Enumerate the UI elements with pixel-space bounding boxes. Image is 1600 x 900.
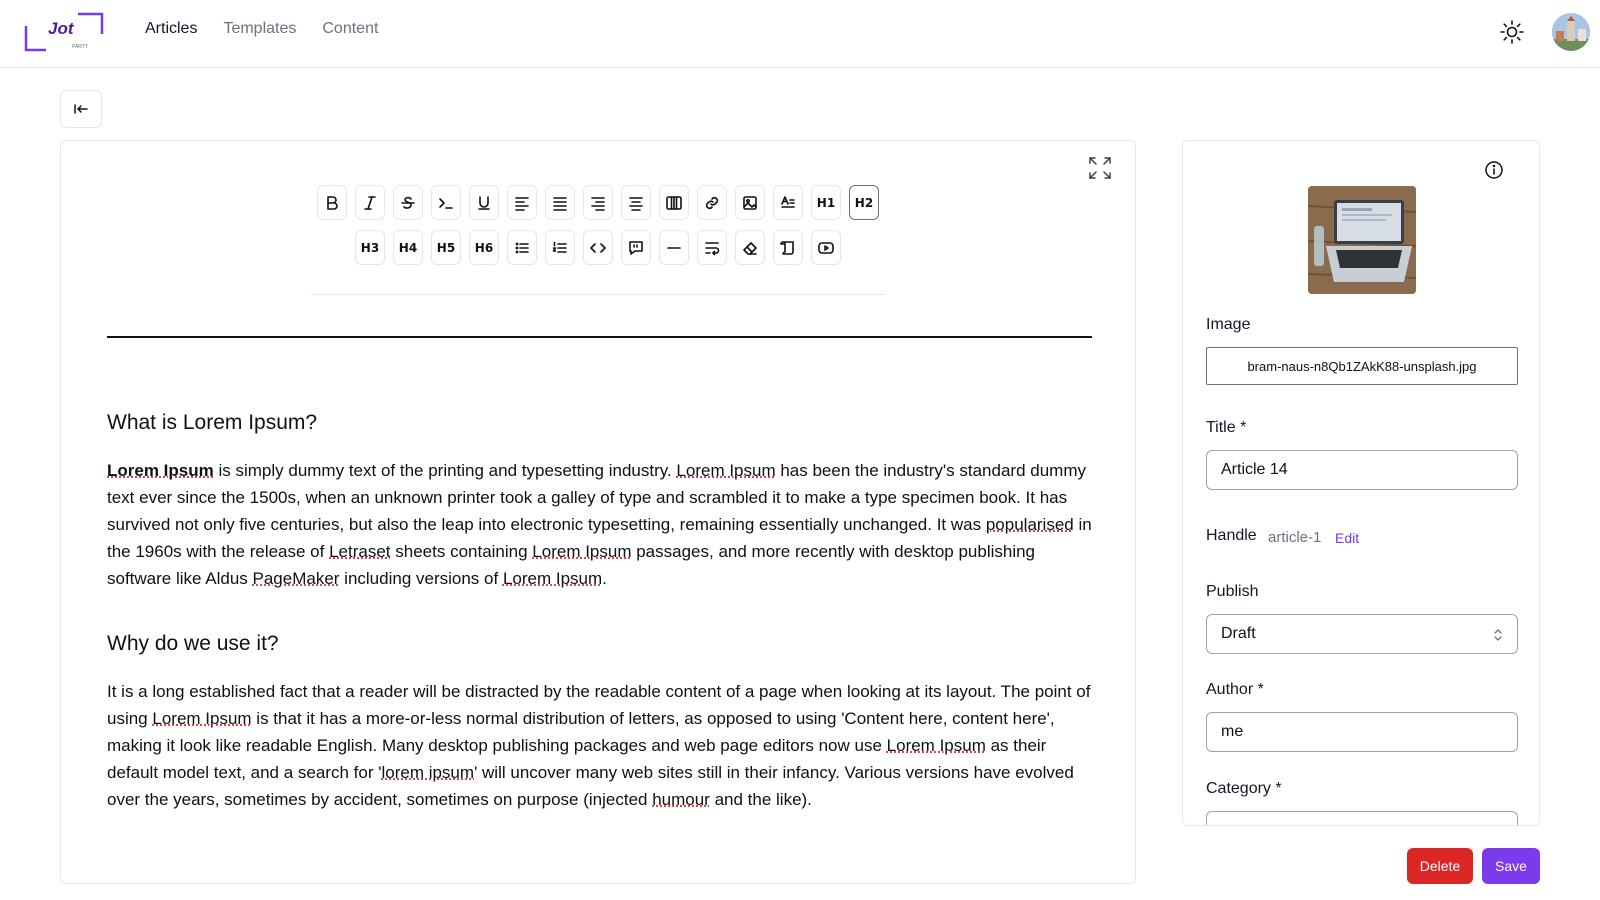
align-justify-icon[interactable] xyxy=(545,185,575,220)
paragraph-2: It is a long established fact that a reader will be distracted by the readable content of a page when looking at its layout. The point of using Lorem Ipsum is that it has a more-or-less normal distribution of letters, as opposed to using 'Content here, content here', making it look like readable English. Many desktop publishing packages and web page editors now use Lorem Ipsum as their default model text, and a search for 'lorem ipsum' will uncover many web sites still in their infancy. Various versions have evolved over the years, sometimes by accident, sometimes on purpose (injected humour and the like). xyxy=(107,682,1091,809)
italic-icon[interactable] xyxy=(355,185,385,220)
article-image-thumbnail[interactable] xyxy=(1308,186,1416,294)
heading-4-button[interactable] xyxy=(393,230,423,265)
main-nav xyxy=(145,20,378,38)
bullet-list-icon[interactable] xyxy=(507,230,537,265)
heading-1-button[interactable] xyxy=(811,185,841,220)
strikethrough-icon[interactable] xyxy=(393,185,423,220)
horizontal-rule xyxy=(107,336,1092,338)
heading-3-button[interactable] xyxy=(355,230,385,265)
handle-value: article-1 xyxy=(1268,529,1322,546)
editor-toolbar xyxy=(311,185,885,295)
heading-6-button[interactable] xyxy=(469,230,499,265)
select-chevron-icon xyxy=(1493,628,1503,642)
info-icon[interactable] xyxy=(1483,159,1505,181)
blockquote-icon[interactable] xyxy=(621,230,651,265)
script-icon[interactable] xyxy=(773,230,803,265)
image-icon[interactable] xyxy=(735,185,765,220)
code-terminal-icon[interactable] xyxy=(431,185,461,220)
paragraph-1: Lorem Ipsum is simply dummy text of the printing and typesetting industry. Lorem Ipsum has been the industry's standard dummy text ever since the 1500s, when an unknown printer took a galley of type and scrambled it to make a type specimen book. It has survived not only five centuries, but also the leap into electronic typesetting, remaining essentially unchanged. It was popularised in the 1960s with the release of Letraset sheets containing Lorem Ipsum passages, and more recently with desktop publishing software like Aldus PageMaker including versions of Lorem Ipsum. xyxy=(107,461,1092,588)
code-icon[interactable] xyxy=(583,230,613,265)
image-label: Image xyxy=(1206,316,1251,333)
nav-content[interactable]: Content xyxy=(322,20,379,37)
link-icon[interactable] xyxy=(697,185,727,220)
publish-select[interactable] xyxy=(1206,614,1518,654)
heading-2-button[interactable] xyxy=(849,185,879,220)
youtube-icon[interactable] xyxy=(811,230,841,265)
text-format-icon[interactable] xyxy=(773,185,803,220)
category-label: Category * xyxy=(1206,780,1282,797)
heading-2-label: H2 xyxy=(854,195,874,210)
top-bar xyxy=(0,0,1600,68)
avatar[interactable] xyxy=(1552,13,1590,51)
editor-content[interactable] xyxy=(107,411,1092,853)
title-input[interactable]: Article 14 xyxy=(1206,450,1518,490)
theme-toggle-sun-icon[interactable] xyxy=(1498,18,1526,46)
align-right-icon[interactable] xyxy=(583,185,613,220)
heading-1-label: H1 xyxy=(816,195,836,210)
nav-templates[interactable]: Templates xyxy=(223,20,297,37)
table-columns-icon[interactable] xyxy=(659,185,689,220)
logo[interactable] xyxy=(24,12,106,52)
save-button[interactable]: Save xyxy=(1482,848,1540,884)
fullscreen-expand-icon[interactable] xyxy=(1087,155,1113,181)
publish-select-value: Draft xyxy=(1221,625,1256,642)
article-settings-panel xyxy=(1182,140,1540,826)
image-filename-field[interactable]: bram-naus-n8Qb1ZAkK88-unsplash.jpg xyxy=(1206,347,1518,385)
horizontal-rule-icon[interactable] xyxy=(659,230,689,265)
logo-subtext: PARTY xyxy=(72,44,89,50)
category-select[interactable] xyxy=(1206,811,1518,826)
article-editor xyxy=(60,140,1136,884)
underline-icon[interactable] xyxy=(469,185,499,220)
heading-3-label: H3 xyxy=(360,240,380,255)
author-input[interactable]: me xyxy=(1206,712,1518,752)
ordered-list-icon[interactable] xyxy=(545,230,575,265)
align-center-icon[interactable] xyxy=(621,185,651,220)
heading-5-label: H5 xyxy=(436,240,456,255)
author-label: Author * xyxy=(1206,681,1264,698)
nav-articles[interactable]: Articles xyxy=(145,20,198,37)
handle-edit-link[interactable]: Edit xyxy=(1335,530,1360,546)
heading-what-is-lorem: What is Lorem Ipsum? xyxy=(107,411,318,434)
text-wrap-icon[interactable] xyxy=(697,230,727,265)
back-button[interactable] xyxy=(60,90,102,128)
bold-icon[interactable] xyxy=(317,185,347,220)
title-label: Title * xyxy=(1206,419,1247,436)
heading-4-label: H4 xyxy=(398,240,418,255)
delete-button[interactable]: Delete xyxy=(1407,848,1473,884)
back-arrow-icon xyxy=(73,102,89,116)
align-left-icon[interactable] xyxy=(507,185,537,220)
eraser-icon[interactable] xyxy=(735,230,765,265)
heading-why-use-it: Why do we use it? xyxy=(107,632,279,655)
heading-5-button[interactable] xyxy=(431,230,461,265)
handle-label: Handle xyxy=(1206,527,1257,544)
logo-text: Jot xyxy=(48,19,74,38)
publish-label: Publish xyxy=(1206,583,1259,600)
heading-6-label: H6 xyxy=(474,240,494,255)
